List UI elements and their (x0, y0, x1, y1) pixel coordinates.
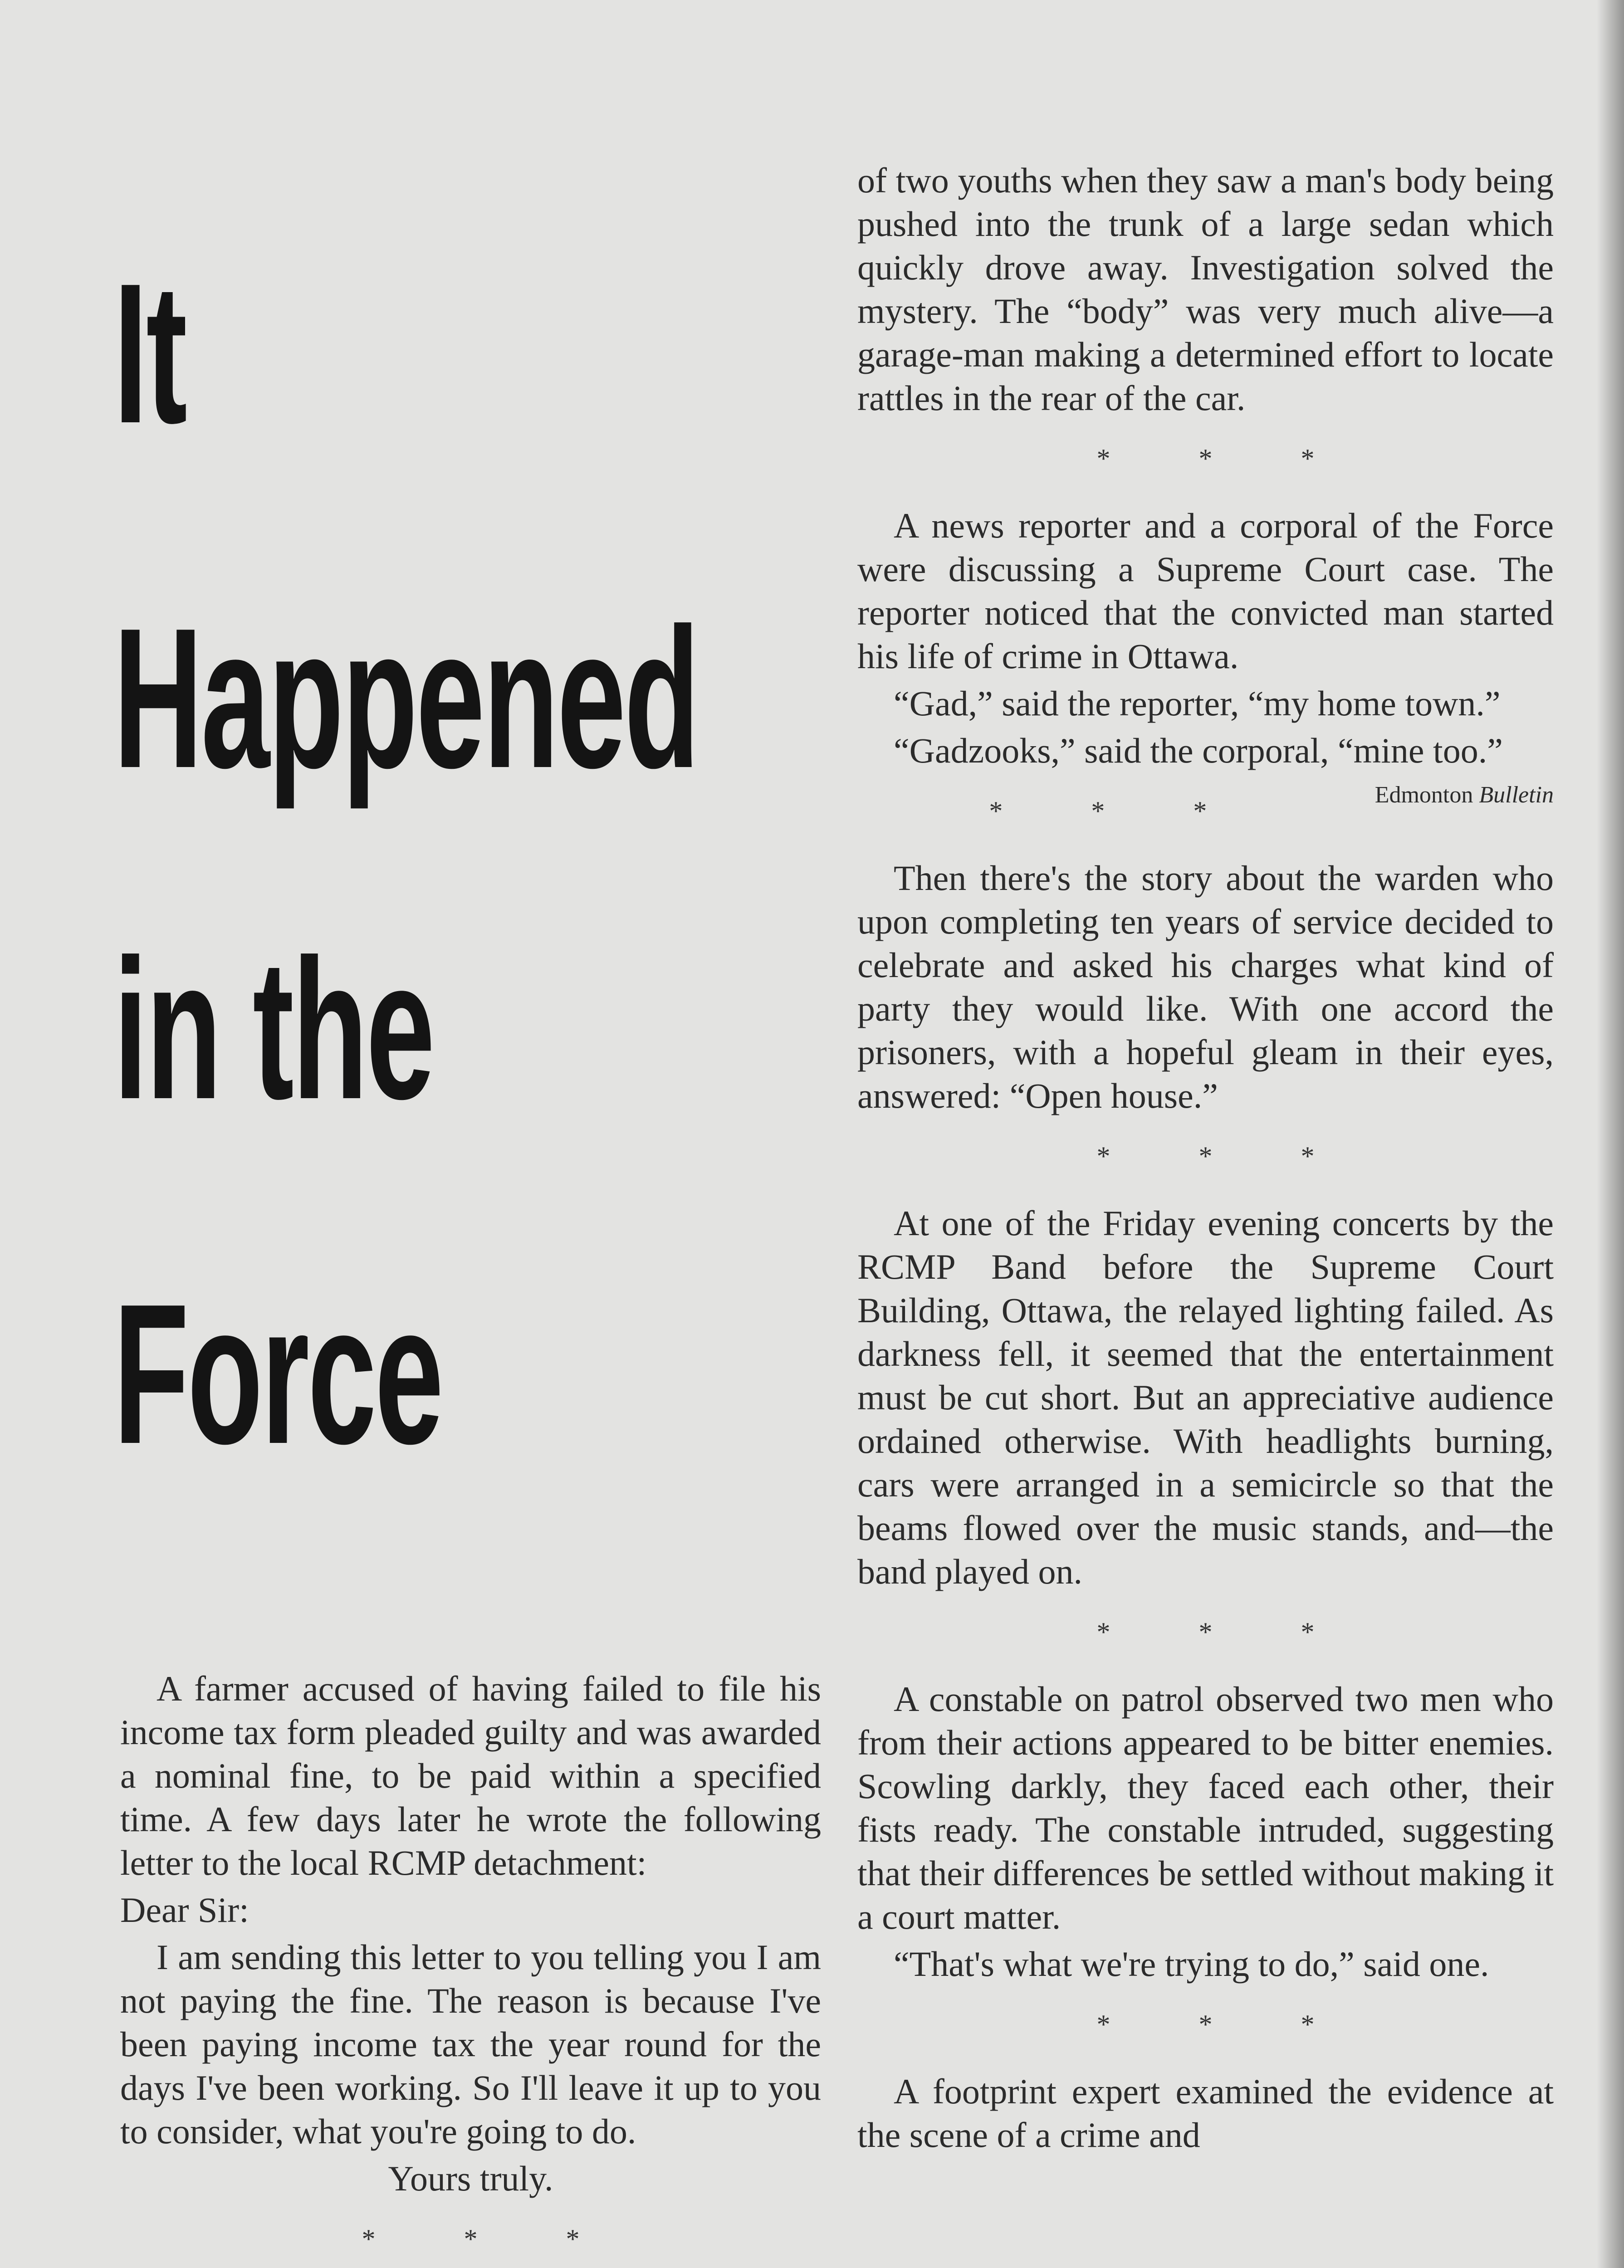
paragraph-trying: “That's what we're trying to do,” said one. (894, 1944, 1489, 1984)
paragraph-reporter: A news reporter and a corporal of the Force were discussing a Supreme Court case. The reporter noticed that the convicted man started his life of crime in Ottawa. (857, 506, 1554, 676)
section-separator: * * * (1096, 1617, 1315, 1647)
paragraph-farmer: A farmer accused of having failed to file his income tax form pleaded guilty and was awarded a nominal fine, to be paid within a specified time. A few days later he wrote the following letter to the local RCMP detachment: (120, 1669, 821, 1882)
source-name: Bulletin (1479, 782, 1554, 808)
paragraph-footprint: A footprint expert examined the evidence at the scene of a crime and (857, 2072, 1554, 2155)
source-prefix: Edmonton (1375, 782, 1473, 808)
paragraph-youths: of two youths when they saw a man's body being pushed into the trunk of a large sedan which quickly drove away. Investigation solved the mystery. The “body” was very much alive—a garage-man making a determined effort to locate rattles in the rear of the car. (857, 161, 1554, 418)
title-line-2: Happened (113, 587, 698, 810)
gadzooks-text: “Gadzooks,” said the corporal, “mine too.” (894, 731, 1503, 770)
title-line-4: Force (113, 1263, 442, 1486)
section-separator: * * * (1096, 444, 1315, 474)
paragraph-warden: Then there's the story about the warden who upon completing ten years of service decided to celebrate and asked his charges what kind of party they would like. With one accord the prisoners, with a hopeful gleam in their eyes, answered: “Open house.” (857, 858, 1554, 1115)
page-edge-shadow (1597, 0, 1624, 2268)
letter-body: I am sending this letter to you telling you I am not paying the fine. The reason is because I've been paying income tax the year round for the days I've been working. So I'll leave it up to you to consider, what you're going to do. (120, 1937, 821, 2151)
section-separator: * * * (1096, 2009, 1315, 2039)
title-line-3: in the (113, 918, 434, 1141)
section-separator: * * * (362, 2224, 580, 2254)
title-line-1: It (113, 242, 186, 465)
paragraph-band: At one of the Friday evening concerts by the RCMP Band before the Supreme Court Building, Ottawa, the relayed lighting failed. As darkness fell, it seemed that the entertainment must be cut short. But an appreciative audience ordained otherwise. With headlights burning, cars were arranged in a semicircle so that the beams flowed over the music stands, and—the band played on. (857, 1203, 1554, 1591)
source-credit (1339, 773, 1554, 817)
section-separator: * * * (1096, 1141, 1315, 1171)
section-separator: * * * (989, 796, 1207, 826)
letter-signoff: Yours truly. (388, 2159, 553, 2198)
paragraph-gad: “Gad,” said the reporter, “my home town.” (894, 684, 1501, 723)
paragraph-constable: A constable on patrol observed two men who from their actions appeared to be bitter enemies. Scowling darkly, they faced each other, their fists ready. The constable intruded, suggesting that their differences be settled without making it a court matter. (857, 1679, 1554, 1936)
left-column (120, 1667, 821, 2268)
right-column (857, 159, 1554, 2157)
paragraph-gadzooks (857, 729, 1554, 808)
letter-salutation: Dear Sir: (120, 1890, 249, 1930)
